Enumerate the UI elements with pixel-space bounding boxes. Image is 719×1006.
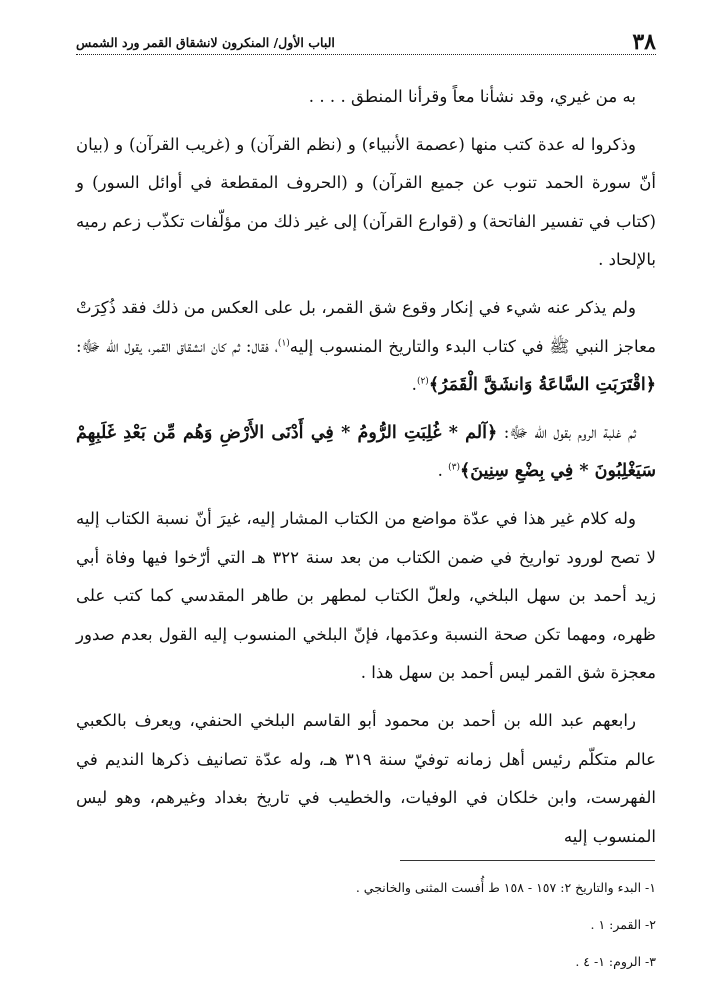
footnote: ٢- القمر: ١ . (590, 917, 656, 932)
paragraph (76, 289, 656, 405)
paragraph-text: ثم غلبة الروم بقول الله ﷻ: (497, 422, 636, 442)
quran-verse: ﴿آلم * غُلِبَتِ الرُّومُ * فِي أَدْنَى الأَرْضِ وَهُم مِّن بَعْدِ غَلَبِهِمْ سَيَغْلِبُونَ * فِي بِضْعِ سِنِينَ﴾ (76, 422, 656, 482)
paragraph-text: ، فقال: ثم كان انشقاق القمر، يقول الله ﷻ: (76, 336, 278, 356)
paragraph: وذكروا له عدة كتب منها (عصمة الأنبياء) و (نظم القرآن) و (غريب القرآن) و (بيان أنّ سورة الحمد تنوب عن جميع القرآن) و (الحروف المقطعة في أوائل السور) و (كتاب في تفسير الفاتحة) و (قوارع القرآن) إلى غير ذلك من مؤلّفات تكذّب زعم رميه بالإلحاد . (76, 134, 656, 270)
chapter-title: الباب الأول/ المنكرون لانشقاق القمر ورد الشمس (76, 35, 335, 50)
running-header (76, 26, 656, 55)
footnote-ref[interactable]: (٣) (448, 462, 460, 473)
quran-verse: ﴿اقْتَرَبَتِ السَّاعَةُ وَانشَقَّ الْقَمَرُ﴾ (428, 375, 656, 396)
footnote-separator (400, 860, 655, 861)
footnote-ref[interactable]: (٢) (416, 376, 429, 387)
footnote: ١- البدء والتاريخ ٢: ١٥٧ - ١٥٨ ط أُفست المثنى والخانجي . (355, 880, 656, 895)
footnote: ٣- الروم: ١- ٤ . (575, 954, 656, 969)
page-number: ٣٨ (632, 29, 656, 55)
footnotes (76, 869, 656, 980)
paragraph: وله كلام غير هذا في عدّة مواضع من الكتاب المشار إليه، غيرَ أنّ نسبة الكتاب إليه لا تصح لورود تواريخ في ضمن الكتاب من بعد سنة ٣٢٢ هـ التي أرّخوا فيها وفاة أبي زيد أحمد بن سهل البلخي، ولعلّ الكتاب لمطهر بن طاهر المقدسي كما كتب على ظهره، ومهما تكن صحة النسبة وعدَمها، فإنّ البلخي المنسوب إليه القول بعدم صدور معجزة شق القمر ليس أحمد بن سهل هذا . (76, 508, 656, 683)
paragraph-text: ولم يذكر عنه شيء في إنكار وقوع شق القمر، بل على العكس من ذلك فقد ذُكِرَتْ معاجز النبي ﷺ في كتاب البدء والتاريخ المنسوب إليه (76, 297, 657, 356)
paragraph-text: . (411, 375, 417, 395)
paragraph: رابعهم عبد الله بن أحمد بن محمود أبو القاسم البلخي الحنفي، ويعرف بالكعبي عالم متكلّم رئيس أهل زمانه توفيّ سنة ٣١٩ هـ، وله عدّة تصانيف ذكرها النديم في الفهرست، وابن خلكان في الوفيات، والخطيب في تاريخ بغداد وغيرهم، وهو ليس المنسوب إليه (76, 710, 656, 846)
main-text (76, 78, 656, 865)
paragraph-text: . (437, 461, 449, 481)
paragraph (76, 414, 656, 491)
paragraph: به من غيري، وقد نشأنا معاً وقرأنا المنطق . . . . (308, 87, 636, 106)
footnote-ref[interactable]: (١) (277, 338, 290, 349)
